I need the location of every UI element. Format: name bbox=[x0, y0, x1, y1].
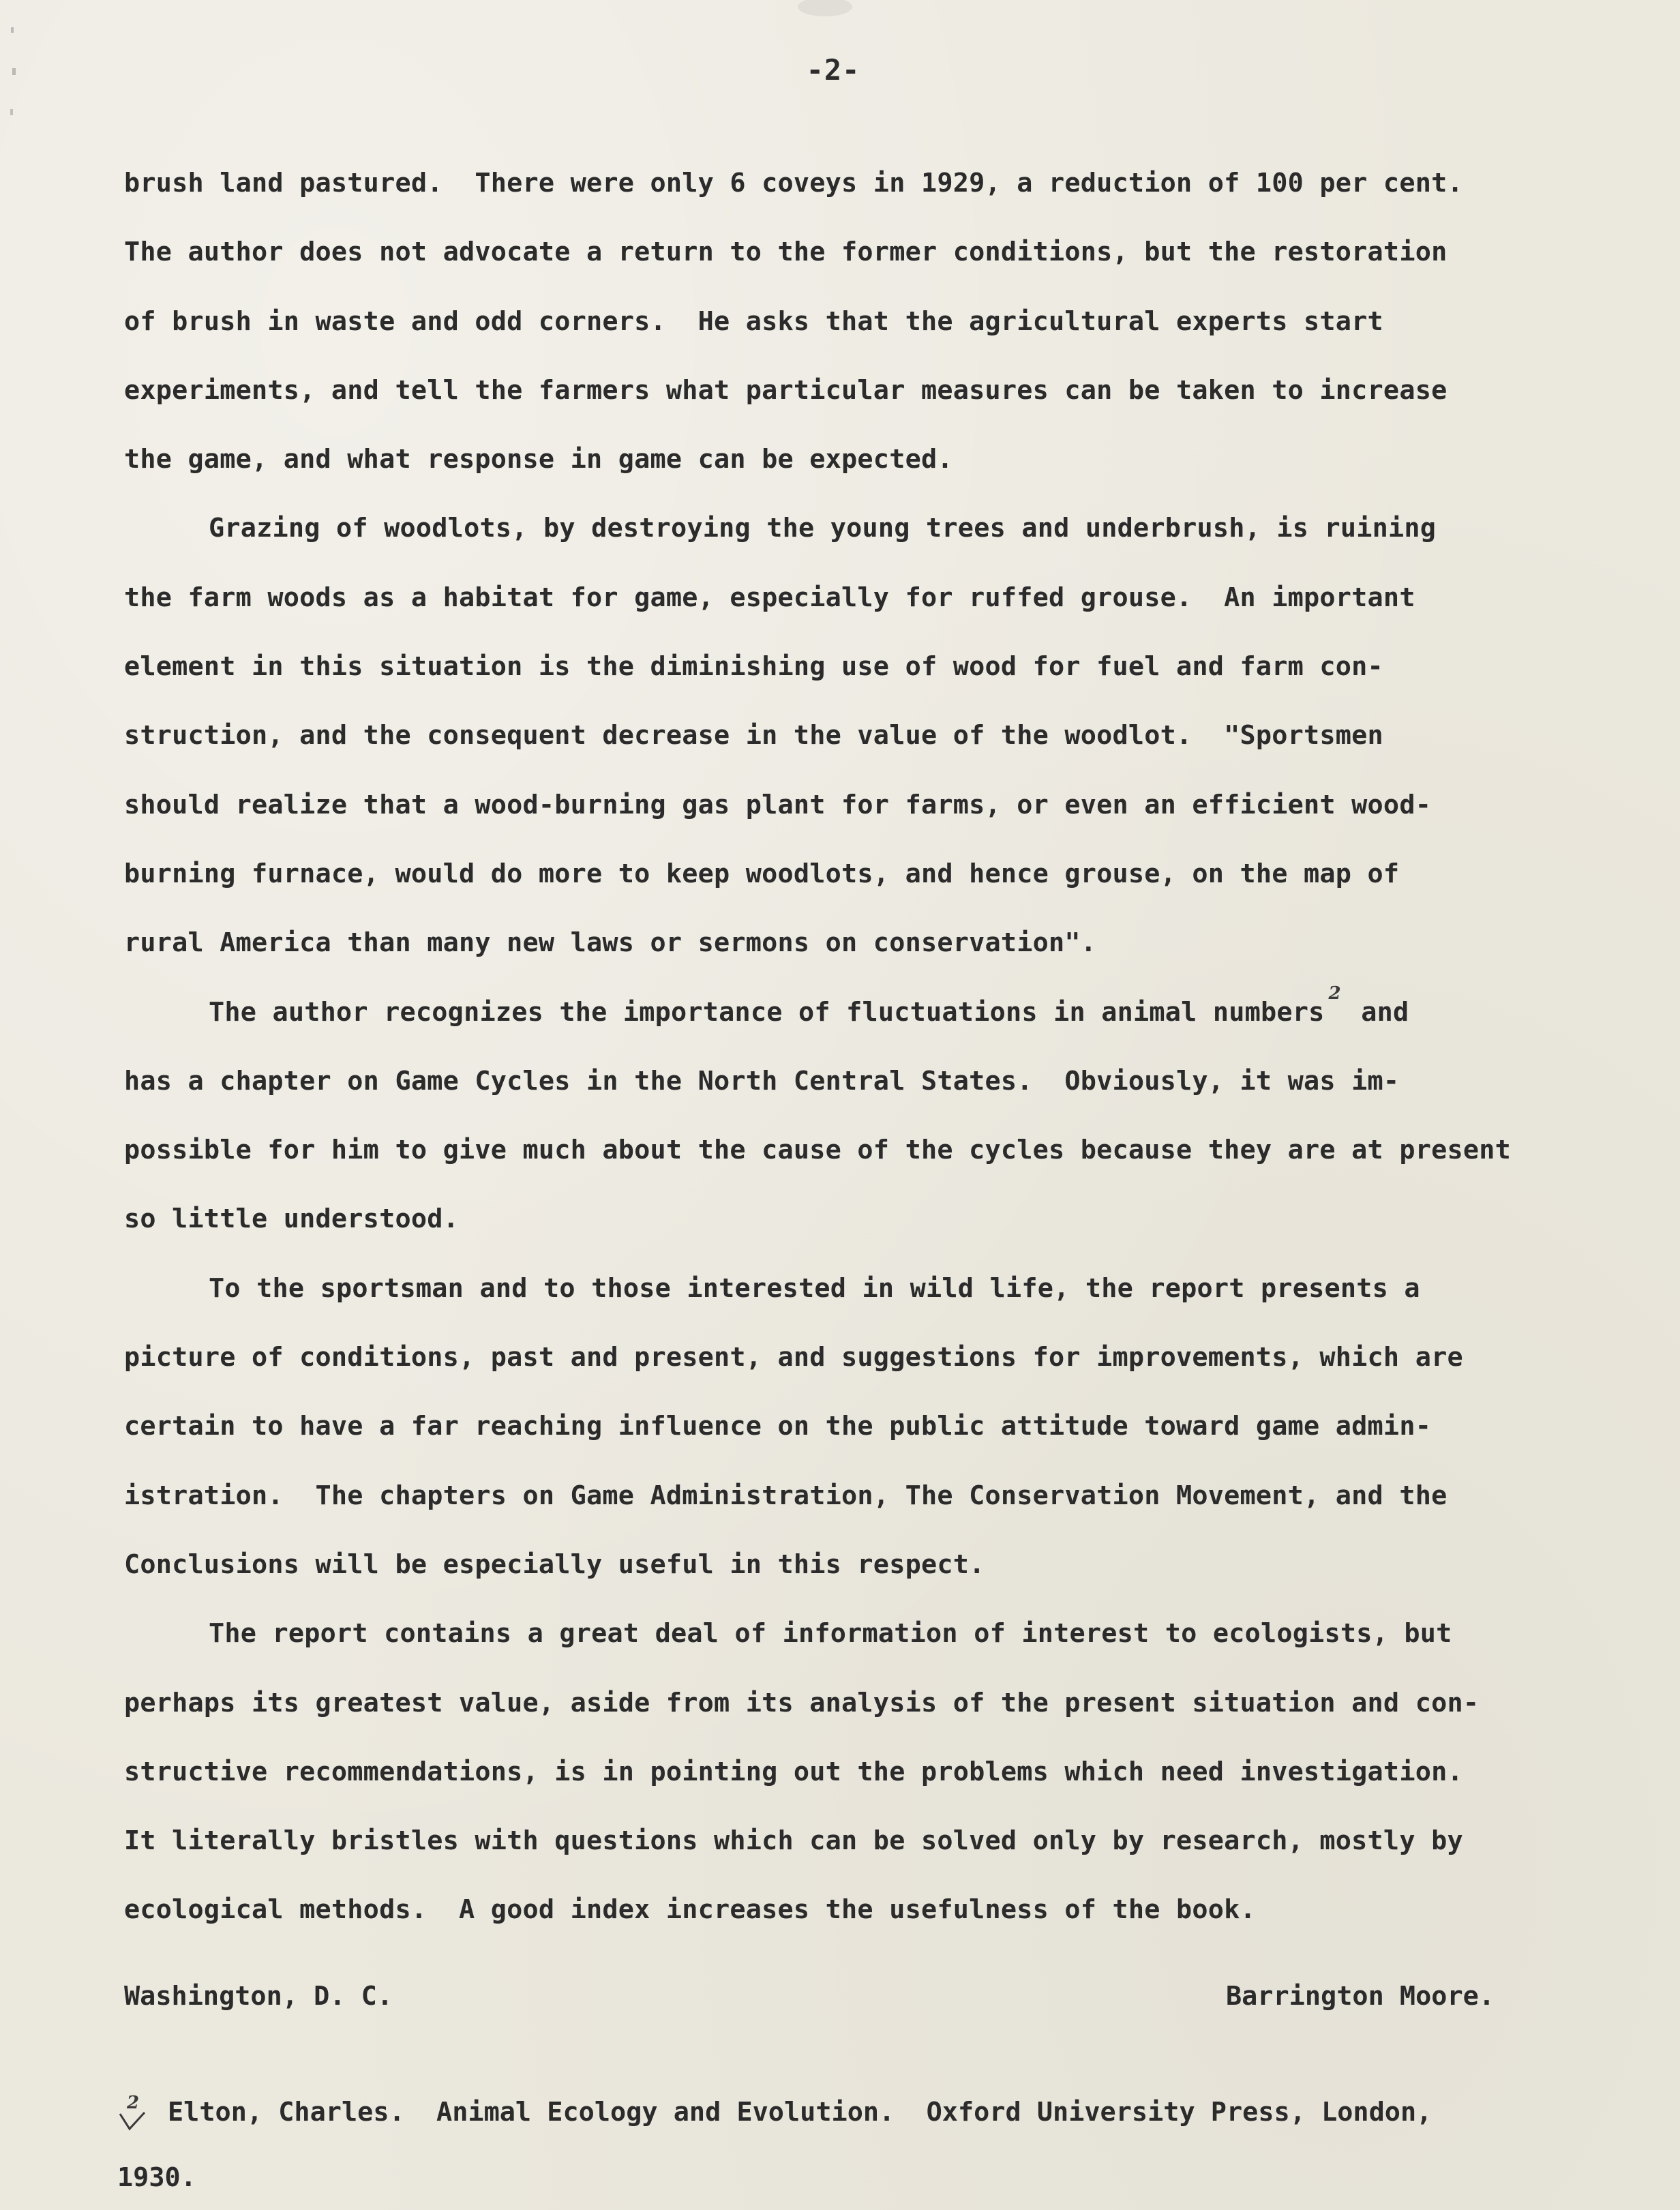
signature-place: Washington, D. C. bbox=[124, 1981, 393, 2012]
body-text bbox=[124, 149, 1604, 1945]
text-line: picture of conditions, past and present, and suggestions for improvements, which are bbox=[124, 1342, 1463, 1373]
text-line: the game, and what response in game can be expected. bbox=[124, 444, 953, 475]
text-line: possible for him to give much about the cause of the cycles because they are at present bbox=[124, 1135, 1511, 1166]
text-line: has a chapter on Game Cycles in the North Central States. Obviously, it was im- bbox=[124, 1065, 1400, 1096]
text-line: burning furnace, would do more to keep woodlots, and hence grouse, on the map of bbox=[124, 858, 1400, 889]
footnote-check-mark-icon bbox=[117, 2089, 151, 2137]
text-line: To the sportsman and to those interested in wild life, the report presents a bbox=[209, 1272, 1420, 1304]
text-segment: and bbox=[1345, 996, 1409, 1028]
text-line: should realize that a wood-burning gas plant for farms, or even an efficient wood- bbox=[124, 789, 1432, 820]
footnote bbox=[117, 2080, 1610, 2210]
footnote-marker-number: 2 bbox=[127, 2093, 140, 2113]
text-line: element in this situation is the diminishing use of wood for fuel and farm con- bbox=[124, 651, 1383, 683]
footnote-line bbox=[117, 2080, 1610, 2145]
text-line: structive recommendations, is in pointing out the problems which need investigation. bbox=[124, 1756, 1463, 1787]
text-line: so little understood. bbox=[124, 1204, 459, 1235]
text-line: experiments, and tell the farmers what particular measures can be taken to increase bbox=[124, 374, 1448, 406]
text-line: brush land pastured. There were only 6 coveys in 1929, a reduction of 100 per cent. bbox=[124, 168, 1463, 198]
text-line: of brush in waste and odd corners. He asks that the agricultural experts start bbox=[124, 305, 1383, 337]
footnote-reference: 2 bbox=[1328, 983, 1341, 1004]
text-line: istration. The chapters on Game Administration, The Conservation Movement, and the bbox=[124, 1480, 1448, 1511]
paper-smudge bbox=[791, 0, 859, 27]
text-line: struction, and the consequent decrease in the value of the woodlot. "Sportsmen bbox=[124, 720, 1383, 751]
text-line: ecological methods. A good index increases the usefulness of the book. bbox=[124, 1894, 1256, 1926]
text-line: It literally bristles with questions which can be solved only by research, mostly by bbox=[124, 1825, 1463, 1857]
footnote-text: Elton, Charles. Animal Ecology and Evolution. Oxford University Press, London, bbox=[168, 2097, 1432, 2127]
text-line: The report contains a great deal of information of interest to ecologists, but bbox=[209, 1618, 1452, 1649]
signature-block bbox=[124, 1981, 1495, 2035]
text-line: certain to have a far reaching influence on the public attitude toward game admin- bbox=[124, 1411, 1432, 1442]
text-line-with-footnote bbox=[124, 978, 1604, 1047]
page-number: -2- bbox=[806, 53, 860, 87]
text-line: rural America than many new laws or sermons on conservation". bbox=[124, 927, 1097, 959]
text-line: the farm woods as a habitat for game, especially for ruffed grouse. An important bbox=[124, 582, 1415, 613]
text-line: Grazing of woodlots, by destroying the young trees and underbrush, is ruining bbox=[209, 513, 1437, 544]
text-line: Conclusions will be especially useful in this respect. bbox=[124, 1549, 985, 1580]
text-line: The author does not advocate a return to the former conditions, but the restoration bbox=[124, 237, 1448, 268]
footnote-line: 1930. bbox=[117, 2162, 196, 2193]
text-segment: The author recognizes the importance of fluctuations in animal numbers bbox=[209, 996, 1325, 1028]
signature-name: Barrington Moore. bbox=[1225, 1981, 1495, 2012]
text-line: perhaps its greatest value, aside from its analysis of the present situation and con- bbox=[124, 1687, 1480, 1718]
